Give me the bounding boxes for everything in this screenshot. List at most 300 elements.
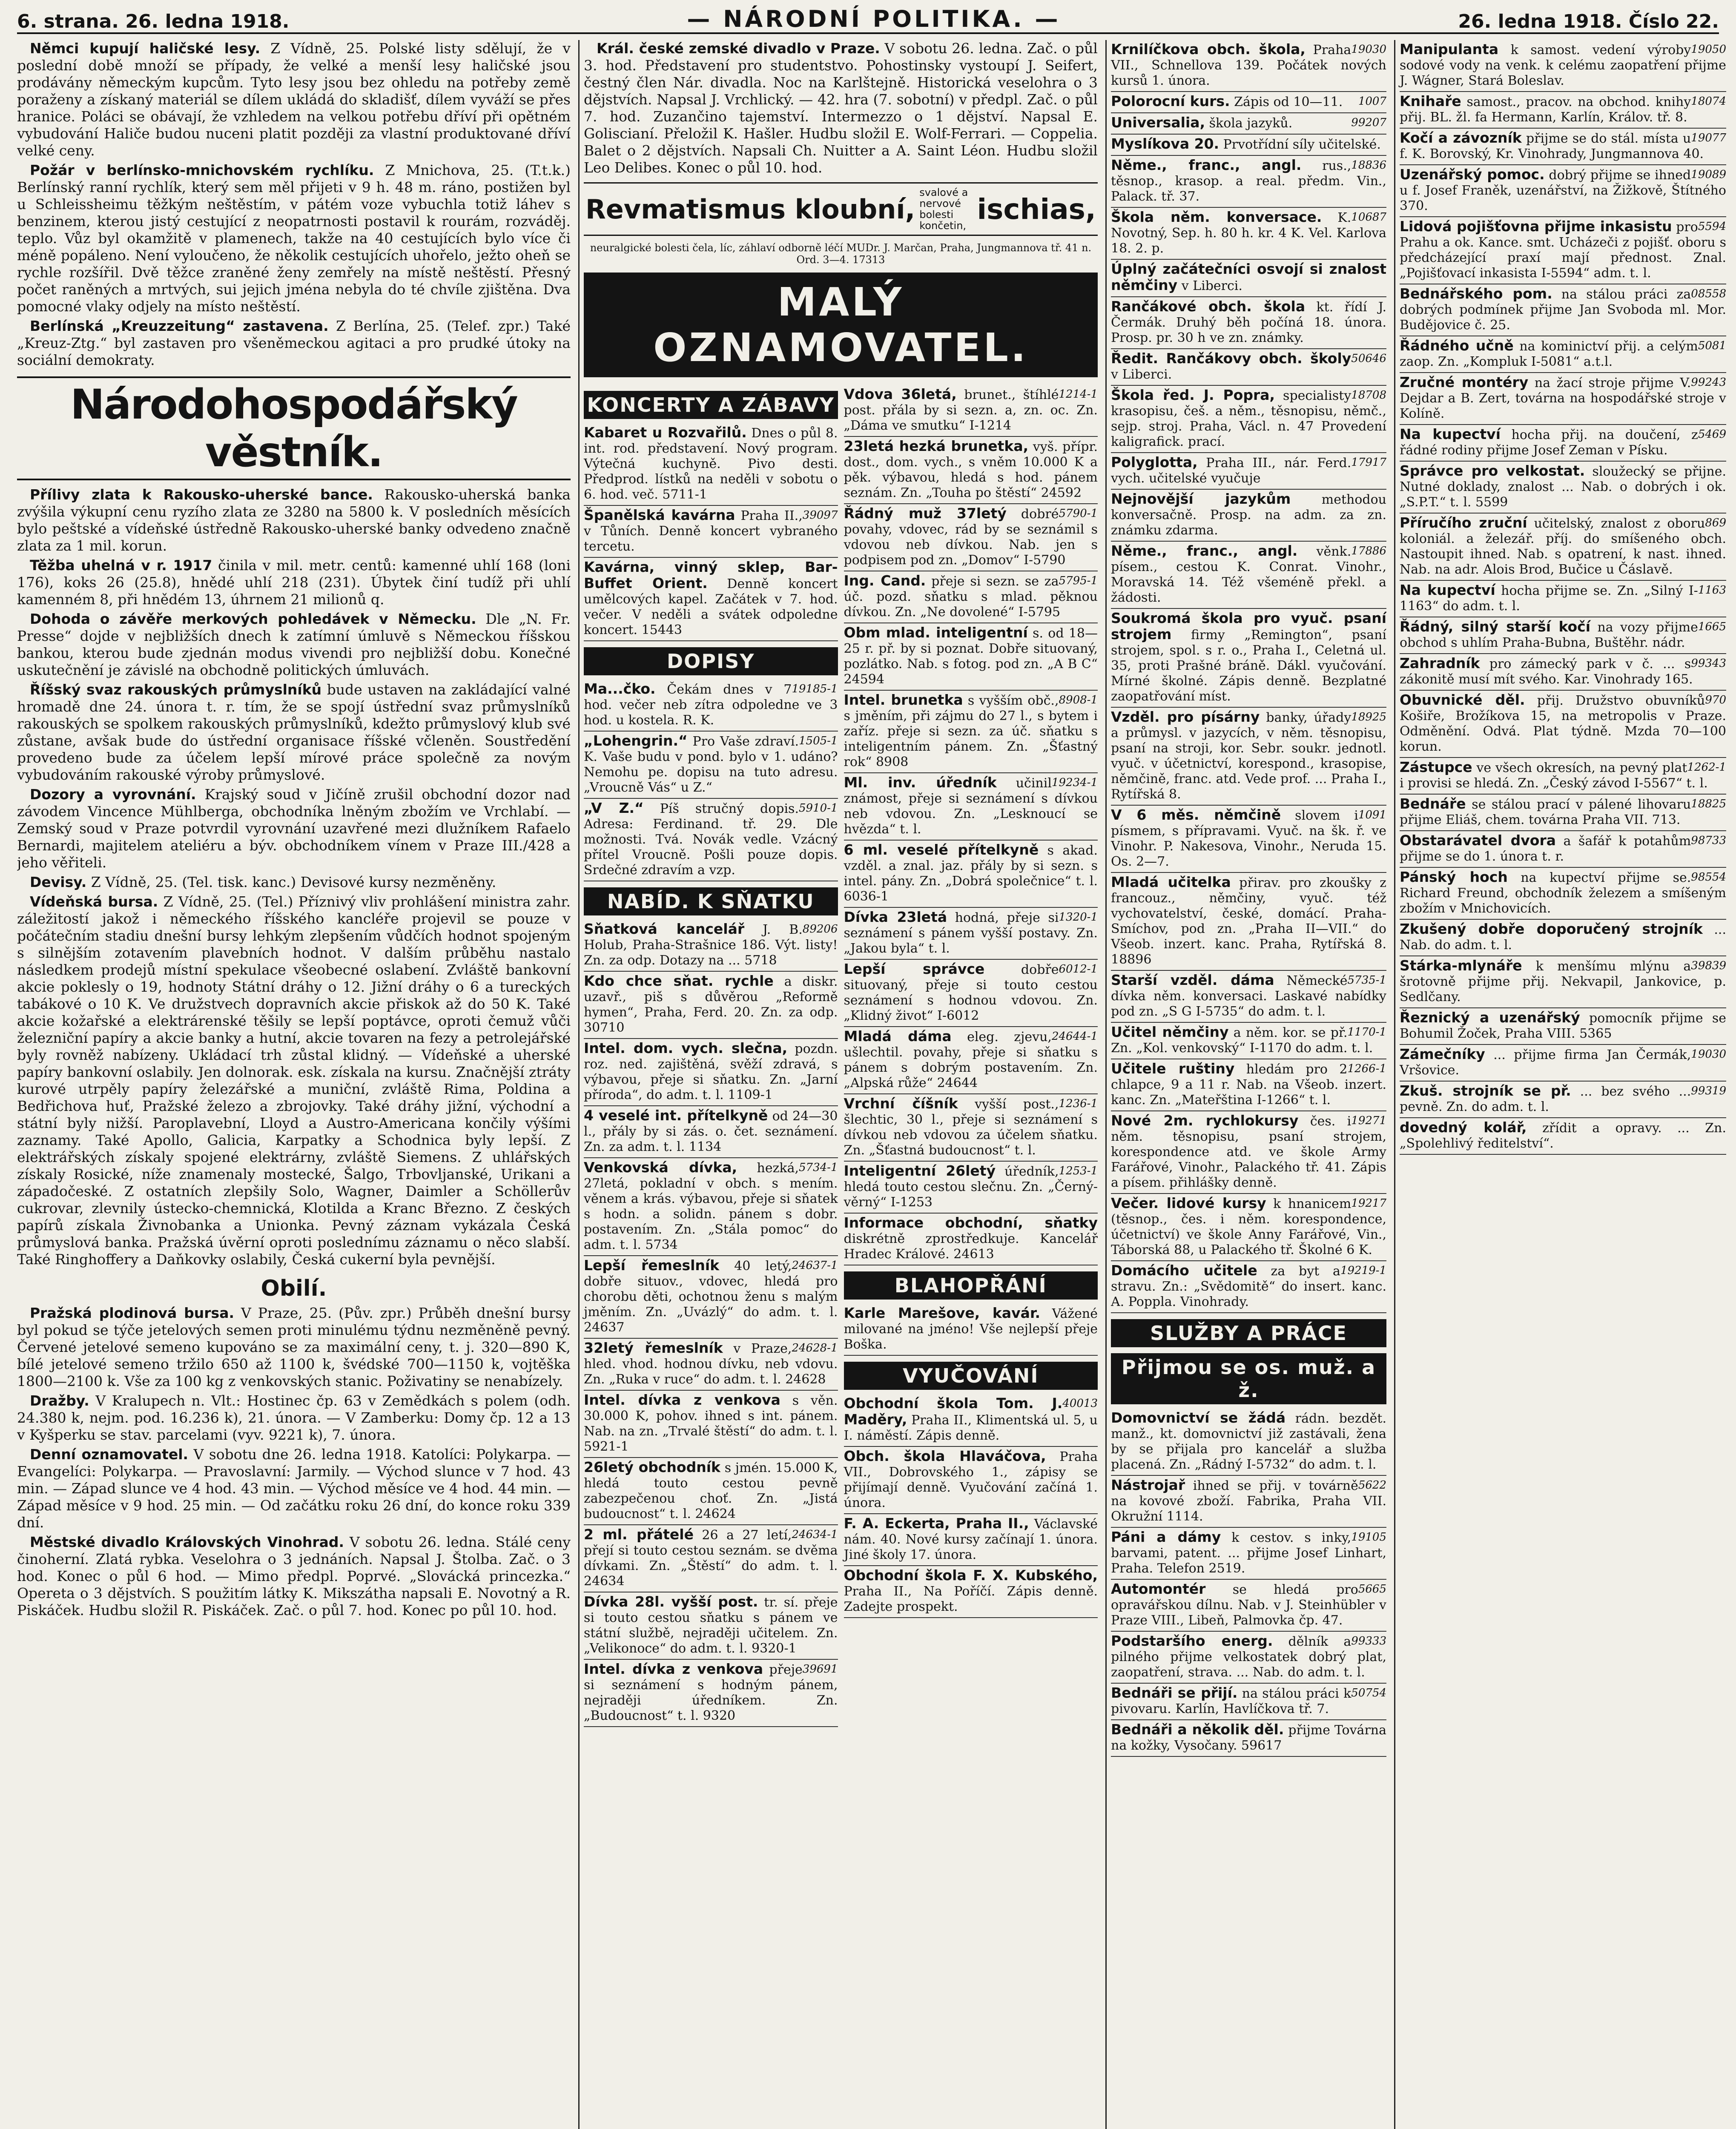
classified-ad <box>844 773 1098 841</box>
ad-text: dobře situovaný, přeje si touto cestou seznámení s hodnou vdovou. Zn. „Klidný život“ I-6012 <box>844 962 1098 1023</box>
classifieds-grid <box>584 385 1098 1727</box>
ad-headline: Večer. lidové kursy <box>1111 1195 1266 1211</box>
classified-ad <box>1111 260 1386 297</box>
ad-headline: Manipulanta <box>1400 41 1499 57</box>
classified-ad <box>844 1394 1098 1447</box>
article-headline: Požár v berlínsko-mnichovském rychlíku. <box>30 162 374 178</box>
classified-ad <box>1400 129 1726 165</box>
advert-subtext: svalové a nervové bolesti končetin, <box>919 187 968 232</box>
classified-ad <box>1111 1059 1386 1111</box>
ad-reference-number: 19030 <box>1691 1048 1726 1061</box>
ad-text: a něm. kor. se př. Zn. „Kol. venkovský“ I-1170 do adm. t. l. <box>1111 1025 1373 1056</box>
classified-ad <box>1400 795 1726 831</box>
article <box>17 1305 571 1390</box>
ad-text: Píš stručný dopis. Adresa: Ferdinand. tř. 29. Dle možnosti. Tvá. Novák vedle. Vzácný přítel Vroucně. Pošli pouze dopis. Srdečné zdravím a vzp. <box>584 801 838 878</box>
classified-ad <box>844 1094 1098 1162</box>
classified-ad <box>1111 1632 1386 1684</box>
ad-headline: Intel. dívka z venkova <box>584 1661 763 1677</box>
ad-text: Praha II., Na Poříčí. Zápis denně. Zadejte prospekt. <box>844 1584 1098 1614</box>
classified-ad <box>1111 971 1386 1023</box>
classified-ad <box>1111 40 1386 92</box>
ad-text: dělník a pilného přijme velkostatek dobrý plat, zaopatření, strava. ... Nab. do adm. t. l. <box>1111 1634 1386 1680</box>
ad-text: sloužecký se přijne. Nutné doklady, znalost ... Nab. o dobrých i ok. „S.P.T.“ t. l. 5599 <box>1400 464 1726 510</box>
ad-text: s věn. 30.000 K, pohov. ihned s int. pánem. Nab. na zn. „Trvalé štěstí“ do adm. t. l. 5921-1 <box>584 1393 838 1454</box>
ad-headline: Nejnovější jazykům <box>1111 491 1291 507</box>
classified-ad <box>1400 868 1726 920</box>
ad-headline: 6 ml. veselé přítelkyně <box>844 841 1039 858</box>
ad-headline: Obm mlad. inteligentní <box>844 624 1028 641</box>
ad-headline: Obchodní škola F. X. Kubského, <box>844 1567 1098 1584</box>
ad-reference-number: 19234-1 <box>1051 776 1098 789</box>
ad-reference-number: 17886 <box>1351 545 1386 557</box>
ad-reference-number: 5795-1 <box>1059 574 1098 587</box>
ad-headline: Polyglotta, <box>1111 454 1198 471</box>
article <box>17 786 571 871</box>
ad-headline: Bednáře <box>1400 795 1466 812</box>
ad-headline: Zkuš. strojník se př. <box>1400 1082 1571 1099</box>
ad-text: hocha přij. na doučení, z řádné rodiny přijme Josef Zeman v Písku. <box>1400 428 1698 458</box>
ad-text: zřídit a opravy. ... Zn. „Spolehlivý ředitelství“. <box>1400 1121 1726 1151</box>
article-body: V Praze, 25. (Pův. zpr.) Průběh dnešní bursy byl pokud se týče jetelových semen proti minulému týdnu nezměněně pevný. Červené jetelové semeno kupováno se za maximální ceny, t. j. 320—890 K, bílé jetelové semeno tržilo 650 až 1100 k, švédské 700—1150 k, vojtěška 1800—2100 k. Vše za 100 kg z venkovských stanic. Poživatiny se nenabízely. <box>17 1305 571 1389</box>
ad-reference-number: 970 <box>1705 694 1726 706</box>
ad-reference-number: 1320-1 <box>1059 911 1098 924</box>
classified-ad <box>1400 373 1726 425</box>
ad-text: dobrý přijme se ihned u f. Josef Franěk, uzenářství, na Žižkově, Štítného 370. <box>1400 168 1726 213</box>
ad-reference-number: 19077 <box>1691 132 1726 144</box>
classified-ad <box>1111 297 1386 349</box>
classified-ad <box>1400 40 1726 92</box>
ad-headline: Vdova 36letá, <box>844 386 957 402</box>
classified-ad <box>584 732 838 799</box>
ad-headline: Intel. brunetka <box>844 691 963 708</box>
classified-ad <box>1400 956 1726 1008</box>
ad-reference-number: 19050 <box>1691 43 1726 56</box>
ad-text: rádn. bezdět. manž., kt. domovnictví již zastávali, žena by se přijala pro kancelář a služba placená. Zn. „Rádný I-5732“ do adm. t. l. <box>1111 1411 1386 1472</box>
ad-text: k samost. vedení výroby sodové vody na venk. k celému zaopatření přijme J. Wágner, Stará Boleslav. <box>1400 43 1726 88</box>
article-body: Dle „N. Fr. Presse“ dojde v nejbližších dnech k zatímní úmluvě s Německou říšskou bankou, kterou bude zjednán modus vivendi pro nejbližší dobu. Konečné uskutečnění je závislé na obchodně politických úmluvách. <box>17 611 571 678</box>
classified-ad <box>1400 1118 1726 1155</box>
ad-reference-number: 98733 <box>1691 834 1726 847</box>
classified-ad <box>844 1447 1098 1514</box>
ad-reference-number: 19089 <box>1691 168 1726 181</box>
ad-headline: Inteligentní 26letý <box>844 1162 996 1179</box>
classified-ad <box>1111 873 1386 971</box>
article-headline: Přílivy zlata k Rakousko-uherské bance. <box>30 486 373 503</box>
column-news <box>17 40 571 2129</box>
ad-reference-number: 1262-1 <box>1687 761 1726 774</box>
ad-headline: Příručího zruční <box>1400 514 1527 531</box>
ad-headline: Vzděl. pro písárny <box>1111 709 1260 725</box>
ad-text: škola jazyků. <box>1209 116 1293 131</box>
ad-headline: V 6 měs. němčině <box>1111 806 1281 823</box>
ad-text: Německé dívka něm. konversaci. Laskavé nabídky pod zn. „S G I-5735“ do adm. t. l. <box>1111 973 1386 1019</box>
ad-text: od 24—30 l., přály by si zás. o. čet. seznámení. Zn. za adm. t. l. 1134 <box>584 1109 838 1154</box>
article <box>17 318 571 369</box>
classified-ad <box>1400 1082 1726 1118</box>
ad-text: se hledá pro opravářskou dílnu. Nab. v J. Steinhübler v Praze VIII., Libeň, Palmovka čp. 47. <box>1111 1582 1386 1628</box>
ad-text: hezká, 27letá, pokladní v obch. s mením. věnem a krás. výbavou, přeje si sňatek s hodn. a solidn. pánem s dobr. postavením. Zn. „Stála pomoc“ do adm. t. l. 5734 <box>584 1161 838 1252</box>
article <box>17 893 571 1268</box>
ad-headline: Lidová pojišťovna přijme inkasistu <box>1400 218 1672 235</box>
ad-text: a diskr. uzavř., piš s důvěrou „Reformě hymen“, Praha, Ferd. 20. Zn. za odp. 30710 <box>584 974 838 1035</box>
ad-text: Prvotřídní síly učitelské. <box>1223 137 1381 152</box>
classified-ad <box>584 558 838 641</box>
ad-text: na kupectví přijme se. Richard Freund, obchodník železem a smíšeným zbožím v Mnichovicích. <box>1400 870 1726 916</box>
classified-ad <box>584 423 838 506</box>
article-headline: Dražby. <box>30 1392 89 1409</box>
ad-headline: Soukromá škola pro vyuč. psaní strojem <box>1111 610 1386 643</box>
ad-text: Praha II., v Tůních. Denně koncert vybraného tercetu. <box>584 508 838 554</box>
classified-ad <box>584 1525 838 1592</box>
classified-ad <box>1400 691 1726 758</box>
ad-text: přijme se do stál. místa u f. K. Borovský, Kr. Vinohrady, Jungmannova 40. <box>1400 131 1704 161</box>
ad-text: hocha přijme se. Zn. „Silný I-1163“ do adm. t. l. <box>1400 583 1698 614</box>
classified-ad <box>1111 113 1386 135</box>
ad-reference-number: 10687 <box>1351 211 1386 224</box>
ad-text: Praha VII., Schnellova 139. Počátek nových kursů 1. února. <box>1111 43 1386 88</box>
category-banner: Přijmou se os. muž. a ž. <box>1111 1353 1386 1404</box>
ad-text: kt. řídí J. Čermák. Druhý běh počíná 18. února. Prosp. pr. 30 h ve zn. známky. <box>1111 300 1386 345</box>
ad-text: se stálou prací v pálené lihovaru přijme Eliáš, chem. továrna Praha VII. 713. <box>1400 797 1691 827</box>
ad-reference-number: 99319 <box>1691 1085 1726 1097</box>
ad-text: pozdn. roz. ned. zajištěná, svěží zdravá, s výbavou, přeje si sňatku. Zn. „Jarní příroda“, do adm. t. l. 1109-1 <box>584 1042 838 1102</box>
ad-text: eleg. zjevu, ušlechtil. povahy, přeje si sňatku s pánem s dobrým postavením. Zn. „Alpská růže“ 24644 <box>844 1030 1098 1090</box>
article <box>17 486 571 554</box>
ad-reference-number: 24634-1 <box>792 1528 838 1541</box>
classified-ad <box>584 1458 838 1525</box>
ad-headline: Lepší řemeslník <box>584 1257 720 1274</box>
ad-text: přirav. pro zkoušky z francouz., němčiny, vyuč. též vychovatelství, české, domácí. Praha-Smíchov, pod zn. „Praha II—VII.“ do Všeob. inzert. kanc. Praha, Rytířská 8. 18896 <box>1111 875 1386 967</box>
ad-text: ... Nab. do adm. t. l. <box>1400 922 1726 953</box>
ad-text: pro zámecký park v č. ... s zákonitě musí mít svého. Kar. Vinohrady 165. <box>1400 657 1693 687</box>
ad-headline: 2 ml. přátelé <box>584 1526 694 1543</box>
article <box>17 40 571 159</box>
article <box>17 681 571 783</box>
ad-headline: Dívka 23letá <box>844 909 947 925</box>
classified-ad <box>584 799 838 881</box>
ad-headline: Domácího učitele <box>1111 1262 1257 1279</box>
classified-ad <box>1400 617 1726 654</box>
classified-ad <box>1111 1261 1386 1313</box>
ad-text: na žací stroje přijme V. Dejdar a B. Zert, továrna na hospodářské stroje v Kolíně. <box>1400 376 1726 421</box>
ad-text: K. Novotný, Sep. h. 80 h. kr. 4 K. Vel. Karlova 18. 2. p. <box>1111 210 1386 256</box>
article <box>17 1446 571 1531</box>
classified-ad <box>844 385 1098 437</box>
ad-headline: Na kupectví <box>1400 426 1501 442</box>
classified-ad <box>584 920 838 972</box>
article-headline: Dozory a vyrovnání. <box>30 786 196 803</box>
ad-text: v Liberci. <box>1181 278 1242 293</box>
classified-ad <box>584 972 838 1039</box>
ad-text: 26 a 27 letí, přejí si touto cestou seznám. se dvěma dívkami. Zn. „Štěstí“ do adm. t. l. 24634 <box>584 1528 838 1589</box>
ad-headline: Zahradník <box>1400 655 1480 671</box>
ad-reference-number: 5469 <box>1698 428 1726 441</box>
ad-text: věnk. písem., cestou K. Conrat. Vinohr., Moravská 14. Též všeméně překl. a žádosti. <box>1111 544 1386 605</box>
ad-headline: Ml. inv. úředník <box>844 774 997 791</box>
ad-headline: Podstaršího energ. <box>1111 1633 1273 1649</box>
ad-headline: Karle Marešove, kavár. <box>844 1305 1040 1321</box>
category-banner: BLAHOPŘÁNÍ <box>844 1271 1098 1300</box>
ad-text: ... přijme firma Jan Čermák, Vršovice. <box>1400 1047 1691 1078</box>
article-body: V Kralupech n. Vlt.: Hostinec čp. 63 v Zemědkách s polem (odh. 24.380 k, nejm. pod. 16.236 k), 21. února. — V Zamberku: Domy čp. 12 a 13 v Kyšperku se stav. parcelami (vyv. 9221 k), 7. února. <box>17 1392 571 1443</box>
ad-text: Praha II., Klimentská ul. 5, u I. náměstí. Zápis denně. <box>844 1413 1098 1443</box>
ad-text: přij. Družstvo obuvníků Košiře, Brožíkova 15, na metropolis v Praze. Odměnění. Odvá. Plat týdně. Mzda 70—100 korun. <box>1400 693 1726 754</box>
ad-text: v Liberci. <box>1111 367 1172 382</box>
classified-ad <box>844 1514 1098 1566</box>
ad-headline: Vrchní číšník <box>844 1095 958 1112</box>
article <box>584 40 1098 176</box>
category-banner: NABÍD. K SŇATKU <box>584 887 838 915</box>
ad-reference-number: 24637-1 <box>792 1259 838 1272</box>
ad-text: hledám pro 2 chlapce, 9 a 11 r. Nab. na Všeob. inzert. kanc. Zn. „Mateřština I-1266“ t. l. <box>1111 1062 1386 1108</box>
classified-ad <box>1111 806 1386 873</box>
ad-reference-number: 1505-1 <box>799 735 838 747</box>
ad-text: methodou konversačně. Prosp. na adm. za zn. známku zdarma. <box>1111 492 1386 538</box>
classified-ad <box>584 1039 838 1106</box>
advert-headline: Revmatismus kloubní, <box>585 193 915 225</box>
ad-text: s jmén. 15.000 K, hledá touto cestou pevně zabezpečenou choť. Zn. „Jistá budoucnost“ t. l. 24624 <box>584 1460 838 1521</box>
ad-reference-number: 5734-1 <box>799 1161 838 1174</box>
rheumatism-advert <box>584 182 1098 236</box>
article-body: Z Vídně, 25. (Tel.) Příznivý vliv prohlášení ministra zahr. záležitostí jakož i německého říšského kancléře projevil se pouze v počátečním stadiu dnešní bursy lehkým zlepšením vůdčích hodnot spojeným s silnějším zotavením plavebních hodnot. V dalším průběhu nastalo následkem prodejů místní spekulace všeobecné oslabení. Zvláště bankovní akcie poklesly o 19, hodnoty Státní dráhy o 12. Jižní dráhy o 6 a tureckých tabákové o 10 K. Ve družstvech dopravních akcie přiskok až do 50 K. Také akcie kožařské a elektrárenské těšily se lepší poptávce, oproti čemuž vůči železniční papíry a akcie banky a hutní, akcie tovaren na fezy a petrolejářské byly rovněž nabízeny. Ukládací trh zůstal klidný. — Vídeňské a uherské papíry bankovní oslabily. Jen dolnorak. esk. získala na kursu. Značnější ztráty kurové utrpěly papíry železářské a muniční, zvláště Rima, Poldina a Bedřichova huť, Pražské železo a zbrojovky. Také dráhy jižní, východní a státní byly nižší. Paroplavební, Lloyd a Austro-Americana končily výšími zaznamy. Také Apollo, Galicia, Karpatky a Schodnica byly lepší. Z elektrářských získaly spojené elektrárny, zvláště Siemens. Z uhlářských získaly Rosické, níže znamenaly mostecké, Šalgo, Trbovljanské, Urikani a západočeské. Z ostatních zlepšily Solo, Wagner, Daimler a Schöllerův cukrovar, zlevnily ústecko-chemnická, Klotilda a Kranc Březno. Z českých papírů získala Živnobanka a Unionka. Pevný záznam vykázala Česká průmyslová banka. Pražská úvěrní oproti poslednímu záznamu o něco slabší. Také Ringhoffery a Daňkovky oslabily, Česká cukerní byla pevnější. <box>17 893 571 1268</box>
classifieds-left-column <box>584 385 838 1727</box>
advert-headline-tail: ischias, <box>977 192 1096 226</box>
classified-ad <box>1400 165 1726 217</box>
ad-text: rus., těsnop., krasop. a real. předm. Vin., Palack. tř. 37. <box>1111 158 1386 204</box>
ad-headline: Krnilíčkova obch. škola, <box>1111 41 1306 57</box>
article-body: Z Vídně, 25. Polské listy sdělují, že v poslední době množí se případy, že velké a menší lesy haličské jsou prodávány německým kupcům. Tyto lesy jsou bez ohledu na potřeby země poraženy a získaný materiál se dílem ukládá do skladišť, dílem vyváží se přes hranice. Poláci se obávají, že vzhledem na velkou potřebu dříví při opětném vybudování Haliče budou nuceni platit později za vlastní produktované dříví velké ceny. <box>17 40 571 159</box>
ad-headline: Něme., franc., angl. <box>1111 542 1298 559</box>
classifieds-right-column <box>844 385 1098 1727</box>
article-body: Rakousko-uherská banka zvýšila výkupní cenu ryzího zlata ze 3280 na 5800 k. V posledních měsících bylo peštské a vídeňské ústředně Rakousko-uherské banky odvedeno značně zlata za 1 mil. korun. <box>17 486 571 554</box>
classified-ad <box>1400 425 1726 462</box>
classified-ad <box>1400 1008 1726 1045</box>
ad-text: Praha III., nár. Ferd. vych. učitelské vyučuje <box>1111 456 1351 486</box>
ad-reference-number: 5081 <box>1698 339 1726 352</box>
ad-reference-number: 5594 <box>1698 220 1726 233</box>
classified-ad <box>1111 349 1386 386</box>
ad-text: úředník, hledá touto cestou slečnu. Zn. „Černý-věrný“ I-1253 <box>844 1164 1098 1210</box>
ad-headline: Zručné montéry <box>1400 374 1529 390</box>
ad-text: Denně koncert umělcových kapel. Začátek v 7. hod. večer. V neděli a svátek odpoledne koncert. 15443 <box>584 577 838 637</box>
ad-reference-number: 19105 <box>1351 1531 1386 1544</box>
classified-ad <box>844 437 1098 504</box>
ad-headline: Bednáři a několik děl. <box>1111 1721 1284 1738</box>
ad-text: v Praze, hled. vhod. hodnou dívku, neb vdovu. Zn. „Ruka v ruce“ do adm. t. l. 24628 <box>584 1341 838 1387</box>
ad-headline: Škola řed. J. Popra, <box>1111 387 1275 403</box>
ad-headline: Myslíkova 20. <box>1111 135 1220 152</box>
ad-reference-number: 1007 <box>1358 95 1386 108</box>
ad-text: Dnes o půl 8. int. rod. představení. Nový program. Výtečná kuchyně. Pivo desti. Předprod. lístků na neděli v sobotu o 6. hod. več. 5711-1 <box>584 426 838 502</box>
article <box>17 611 571 679</box>
ad-headline: Zkušený dobře doporučený strojník <box>1400 921 1703 937</box>
ad-reference-number: 18708 <box>1351 389 1386 402</box>
classified-ad <box>844 960 1098 1027</box>
column-theatre-and-small-ads <box>578 40 1098 2129</box>
ad-reference-number: 1253-1 <box>1059 1165 1098 1177</box>
classified-ad <box>1400 920 1726 956</box>
ad-text: slovem i písmem, s přípravami. Vyuč. na šk. ř. ve Vinohr. P. Nakesova, Vinohr., Neruda 15. Os. 2—7. <box>1111 808 1386 869</box>
ad-headline: Informace obchodní, sňatky <box>844 1214 1098 1231</box>
classified-ad <box>584 1592 838 1660</box>
ad-reference-number: 08558 <box>1691 287 1726 300</box>
ad-headline: 32letý řemeslník <box>584 1340 723 1356</box>
ad-headline: Španělská kavárna <box>584 507 735 523</box>
classifieds-banner: MALÝ OZNAMOVATEL. <box>584 273 1098 377</box>
ad-headline: 26letý obchodník <box>584 1459 720 1475</box>
ad-text: 40 letý, dobře situov., vdovec, hledá pro chorobu děti, ochotnou ženu s malým jměním. Zn. „Uvázlý“ do adm. t. l. 24637 <box>584 1259 838 1335</box>
ad-headline: Řádný muž 37letý <box>844 505 1007 522</box>
ad-reference-number: 19219-1 <box>1340 1264 1386 1277</box>
ad-headline: Učitel němčiny <box>1111 1024 1229 1040</box>
classified-ad <box>1111 1194 1386 1261</box>
classified-ad <box>1400 92 1726 129</box>
ad-text: na vozy přijme obchod s uhlím Praha-Bubna, Buštěhr. nádr. <box>1400 620 1698 650</box>
ad-headline: Kočí a závozník <box>1400 129 1522 146</box>
category-banner: DOPISY <box>584 647 838 675</box>
ad-headline: Ma...čko. <box>584 680 656 697</box>
ad-text: a šafář k potahům přijme se do 1. února t. r. <box>1400 834 1691 864</box>
classified-ad <box>584 506 838 558</box>
ad-headline: Řádný, silný starší kočí <box>1400 618 1591 635</box>
ad-headline: Ing. Cand. <box>844 572 926 589</box>
ad-reference-number: 1091 <box>1358 809 1386 821</box>
ad-headline: Nové 2m. rychlokursy <box>1111 1112 1299 1129</box>
ad-headline: Uzenářský pomoc. <box>1400 166 1545 183</box>
ad-reference-number: 39097 <box>802 509 838 522</box>
ad-reference-number: 18925 <box>1351 711 1386 723</box>
ad-reference-number: 5665 <box>1358 1583 1386 1595</box>
classified-ad <box>1111 542 1386 609</box>
ad-reference-number: 99243 <box>1691 376 1726 389</box>
ad-text: k hnanicem (těsnop., čes. i něm. korespondence, účetnictví) ve škole Anny Farářové, Vin., Táborská 88, u Palackého tř. Školné 6 K. <box>1111 1196 1386 1257</box>
article-headline: Říšský svaz rakouských průmyslníků <box>30 681 322 698</box>
ad-headline: Sňatková kancelář <box>584 921 745 937</box>
ad-headline: Automontér <box>1111 1581 1206 1597</box>
article-headline: Dohoda o závěře merkových pohledávek v Německu. <box>30 611 476 627</box>
ad-text: čes. i něm. těsnopisu, psaní strojem, korespondence atd. ve škole Army Farářové, Vinohr., Palackého tř. 41. Zápis a písem. přihlášky denně. <box>1111 1114 1386 1190</box>
ad-headline: Učitele ruštiny <box>1111 1060 1235 1077</box>
ad-reference-number: 5622 <box>1358 1479 1386 1492</box>
ad-text: přeje si seznámení s hodným pánem, nejraději úředníkem. Zn. „Budoucnost“ t. l. 9320 <box>584 1662 838 1723</box>
ad-headline: Stárka-mlynáře <box>1400 957 1522 974</box>
classified-ad <box>584 1391 838 1458</box>
subsection-title-grain: Obilí. <box>261 1276 327 1301</box>
article-headline: Král. české zemské divadlo v Praze. <box>597 40 880 57</box>
classified-ad <box>844 1027 1098 1094</box>
article-headline: Devisy. <box>30 874 87 890</box>
article <box>17 874 571 891</box>
article-headline: Němci kupují haličské lesy. <box>30 40 261 57</box>
header-left: 6. strana. 26. ledna 1918. <box>17 11 290 32</box>
classified-ad <box>844 504 1098 571</box>
ad-reference-number: 8908-1 <box>1059 694 1098 706</box>
classified-ad <box>1400 462 1726 514</box>
ad-text: tr. sí. přeje si touto cestou sňatku s pánem ve státní službě, nejraději učitelem. Zn. „Velikonoce“ do adm. t. l. 9320-1 <box>584 1595 838 1656</box>
category-banner: KONCERTY A ZÁBAVY <box>584 391 838 419</box>
ad-reference-number: 19030 <box>1351 43 1386 56</box>
ad-text: učinil známost, přeje si seznámení s dívkou neb vdovou. Zn. „Lesknoucí se hvězda“ t. l. <box>844 776 1098 837</box>
ad-reference-number: 50646 <box>1351 352 1386 365</box>
classified-ad <box>1400 217 1726 284</box>
ad-headline: Obuvnické děl. <box>1400 691 1525 708</box>
ad-headline: Bednářského pom. <box>1400 285 1552 302</box>
ad-text: brunet., štíhlé post. přála by si sezn. a, zn. oc. Zn. „Dáma ve smutku“ I-1214 <box>844 387 1098 433</box>
ad-text: Praha VII., Dobrovského 1., zápisy se přijímají denně. Vyučování začíná 1. února. <box>844 1449 1098 1510</box>
classified-ad <box>1111 1684 1386 1720</box>
ad-reference-number: 39839 <box>1691 959 1726 972</box>
classified-ad <box>1111 92 1386 113</box>
masthead-title: — NÁRODNÍ POLITIKA. — <box>687 6 1061 32</box>
ad-headline: „Lohengrin.“ <box>584 732 688 749</box>
classified-ad <box>844 623 1098 691</box>
ad-headline: Kavárna, vinný sklep, Bar-Buffet Orient. <box>584 559 838 591</box>
article-body: V sobotu dne 26. ledna 1918. Katolíci: Polykarpa. — Evangelíci: Polykarpa. — Pravoslavní: Jarmily. — Východ slunce v 7 hod. 43 min. — Západ slunce ve 4 hod. 43 min. — Východ měsíce ve 4 hod. 44 min. — Západ měsíce v 9 hod. 25 min. — Od začátku roku 26 dní, do konce roku 339 dní. <box>17 1446 571 1531</box>
article-body: bude ustaven na zakládající valné hromadě dne 24. února t. r. tím, že se spojí ústřední svaz průmyslníků rakouských se spolkem rakouských průmyslníků, kdežto průmyslový klub své zůstane, avšak bude do ústřední organisace říšské včleněn. Soustředění provedeno bude za účelem lepší mírové práce společně za novým vybudováním rakouské výroby průmyslové. <box>17 681 571 783</box>
ad-reference-number: 1665 <box>1698 620 1726 633</box>
classified-ad <box>584 680 838 732</box>
classified-ad <box>1111 386 1386 453</box>
ad-headline: Intel. dom. vych. slečna, <box>584 1040 788 1056</box>
ad-reference-number: 5735-1 <box>1347 974 1386 987</box>
classified-ad <box>1111 453 1386 490</box>
ad-text: s vyšším obč., s jměním, při zájmu do 27 l., s bytem i zaříz. přeje si sezn. za úč. sňatku s inteligentním pánem. Zn. „Šťastný rok“ 8908 <box>844 693 1098 769</box>
ad-reference-number: 5910-1 <box>799 802 838 815</box>
ad-headline: Knihaře <box>1400 93 1461 109</box>
ad-text: přijme Továrna na kožky, Vysočany. 59617 <box>1111 1723 1386 1753</box>
ad-reference-number: 1170-1 <box>1347 1026 1386 1039</box>
article-body: činila v mil. metr. centů: kamenné uhlí 168 (loni 176), koks 26 (25.8), hnědé uhlí 218 (231). Úbytek činí tudíž při uhlí kamenném 8, při hnědém 13, úhrnem 21 milionů q. <box>17 557 571 608</box>
ad-headline: Zámečníky <box>1400 1046 1485 1062</box>
ad-reference-number: 1266-1 <box>1347 1062 1386 1075</box>
article-body: V sobotu 26. ledna. Zač. o půl 3. hod. Představení pro studentstvo. Pohostinsky vystoupí J. Seifert, čestný člen Nár. divadla. Noc na Karlštejně. Historická veselohra o 3 dějstvích. Napsal J. Vrchlický. — 42. hra (7. sobotní) v předpl. Zač. o půl 7. hod. Zuzančino tajemství. Intermezzo o 1 dějství. Napsal E. Goliscianí. Přeložil K. Hašler. Hudbu složil E. Wolf-Ferrari. — Coppelia. Balet o 2 dějstvích. Napsali Ch. Nuitter a A. Saint Léon. Hudbu složil Leo Delibes. Konec o půl 10. hod. <box>584 40 1098 176</box>
ad-text: firmy „Remington“, psaní strojem, spol. s r. o., Praha I., Celetná ul. 35, proti Prašné bráně. Dákl. vyučování. Mírné školné. Zápis denně. Bezplatné zaopatřování míst. <box>1111 628 1386 704</box>
article-headline: Berlínská „Kreuzzeitung“ zastavena. <box>30 318 329 334</box>
article <box>17 557 571 608</box>
ad-headline: Řádného učně <box>1400 337 1514 354</box>
classified-ad <box>584 1339 838 1391</box>
classified-ad <box>1111 708 1386 806</box>
ad-headline: Něme., franc., angl. <box>1111 157 1302 173</box>
ad-headline: Nástrojař <box>1111 1477 1185 1493</box>
classified-ad <box>1400 758 1726 795</box>
article-headline: Městské divadlo Královských Vinohrad. <box>30 1534 344 1550</box>
classified-ad <box>1400 514 1726 581</box>
ad-text: s akad. vzděl. a znal. jaz. přály by si sezn. s intel. pány. Zn. „Dobrá společnice“ t. l. 6036-1 <box>844 843 1098 904</box>
classified-ad <box>844 1162 1098 1214</box>
article-body: Z Mnichova, 25. (T.t.k.) Berlínský ranní rychlík, který sem měl přijeti v 9 h. 48 m. ráno, postižen byl u Schleissheimu těžkým neštěstím, v pátém voze vybuchla totiž láhev s benzinem, kterou jistý cestující z neopatrnosti postavil k rourám, rozváděj. teplo. Vůz byl okamžitě v plamenech, takže na 40 cestujících bylo více či méně popáleno. Není vyloučeno, že několik cestujících uhořelo, ježto oheň se rychle rozšířil. Dvě těžce zraněné ženy zemřely na místě neštěstí. Přesný počet raněných a mrtvých, sui jejich jména nebyla do té chvíle zjištěna. Dva pomocné vlaky odjely na místo neštěstí. <box>17 162 571 315</box>
ad-text: diskrétně zprostředkuje. Kancelář Hradec Králové. 24613 <box>844 1231 1098 1262</box>
article-headline: Vídeňská bursa. <box>30 893 158 910</box>
ad-headline: Pánský hoch <box>1400 869 1508 885</box>
advert-footer: neuralgické bolesti čela, líc, záhlaví odborně léčí MUDr. J. Marčan, Praha, Jungmannova tř. 41 n. Ord. 3—4. 17313 <box>590 242 1092 266</box>
article-headline: Těžba uhelná v r. 1917 <box>30 557 212 574</box>
ad-reference-number: 24628-1 <box>792 1342 838 1354</box>
ad-text: Václavské nám. 40. Nové kursy začínají 1. února. Jiné školy 17. února. <box>844 1517 1098 1562</box>
ad-headline: Škola něm. konversace. <box>1111 209 1322 225</box>
ad-headline: Správce pro velkostat. <box>1400 462 1585 479</box>
ad-text: ... bez svého ... pevně. Zn. do adm. t. l. <box>1400 1084 1691 1114</box>
ad-headline: Páni a dámy <box>1111 1529 1221 1545</box>
classified-ad <box>844 571 1098 623</box>
article <box>17 1392 571 1443</box>
ad-headline: Intel. dívka z venkova <box>584 1392 780 1408</box>
classified-ad <box>1400 1045 1726 1082</box>
ad-headline: Na kupectví <box>1400 582 1495 598</box>
ad-text: hodná, přeje si seznámení s pánem vyšší postavy. Zn. „Jakou byla“ t. l. <box>844 910 1098 956</box>
classified-ad <box>1111 1409 1386 1476</box>
ad-headline: 4 veselé int. přítelkyně <box>584 1107 768 1124</box>
